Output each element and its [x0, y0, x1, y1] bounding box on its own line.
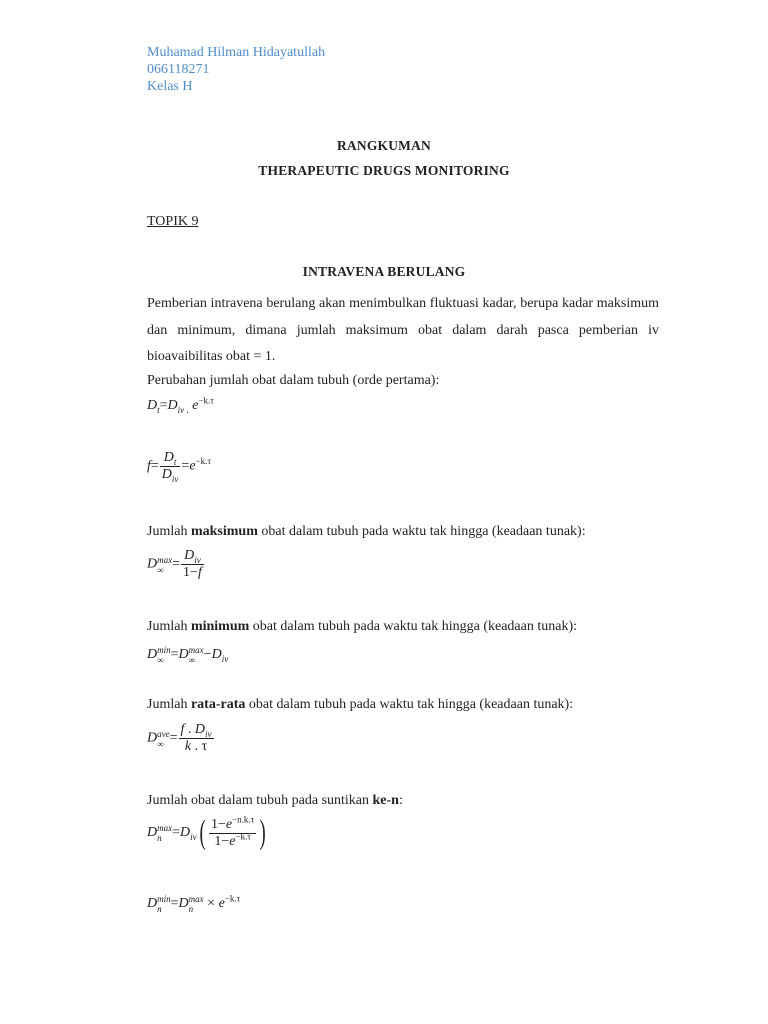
ken-line-bold: ke-n: [372, 793, 399, 808]
equation-dt: $D_t=D_{iv .}$ $e^{-k.\tau}$: [147, 395, 214, 415]
equation-dmin: D min ∞ =D max ∞ $-D_{iv}$: [147, 645, 229, 665]
ken-line-text-before: Jumlah obat dalam tubuh pada suntikan: [147, 793, 373, 808]
max-line: [147, 524, 586, 540]
min-line-text-after: obat dalam tubuh pada waktu tak hingga (keadaan tunak):: [249, 619, 578, 634]
min-line-text-before: Jumlah: [147, 619, 191, 634]
intro-paragraph: Pemberian intravena berulang akan menimbulkan fluktuasi kadar, berupa kadar maksimum dan minimum, dimana jumlah maksimum obat dalam darah pasca pemberian iv bioavaibilitas obat = 1.: [147, 296, 659, 364]
equation-f: f= $\frac{D_t}{D_{iv}}$ $=e^{-k.\tau}$: [147, 450, 211, 484]
min-line: [147, 619, 577, 635]
ave-line-bold: rata-rata: [190, 697, 246, 712]
ave-line: [147, 697, 573, 713]
section-title: INTRAVENA BERULANG: [302, 264, 466, 279]
perubahan-line: Perubahan jumlah obat dalam tubuh (orde pertama):: [147, 373, 440, 388]
max-line-text-before: Jumlah: [147, 524, 191, 539]
min-line-bold: minimum: [190, 619, 250, 634]
author-class: Kelas H: [147, 79, 193, 94]
equation-dave: D ave ∞ = $\frac{f . D_{iv}}{k . \tau}$: [147, 722, 212, 754]
ave-line-text-before: Jumlah: [147, 697, 191, 712]
author-block: [147, 44, 325, 95]
max-line-bold: maksimum: [190, 524, 258, 539]
author-nim: 066118271: [147, 62, 210, 77]
max-line-text-after: obat dalam tubuh pada waktu tak hingga (keadaan tunak):: [257, 524, 586, 539]
equation-dn-max: D max n $=D_{iv}$( $\frac{1-e^{-n.k.\tau}}{1-e^{-k.\tau}}$ ): [147, 813, 267, 851]
author-name: Muhamad Hilman Hidayatullah: [147, 45, 326, 60]
ken-line-text-after: :: [398, 793, 403, 808]
equation-dn-min: D min n =D max n × $e^{-k.\tau}$: [147, 893, 241, 914]
equation-dmax: D max ∞ = $\frac{D_{iv}}{1-f}$: [147, 548, 202, 580]
document-subtitle: THERAPEUTIC DRUGS MONITORING: [258, 163, 510, 178]
ken-line: [147, 793, 403, 809]
topic-label: TOPIK 9: [147, 214, 199, 229]
document-title: RANGKUMAN: [336, 138, 432, 153]
ave-line-text-after: obat dalam tubuh pada waktu tak hingga (keadaan tunak):: [245, 697, 574, 712]
